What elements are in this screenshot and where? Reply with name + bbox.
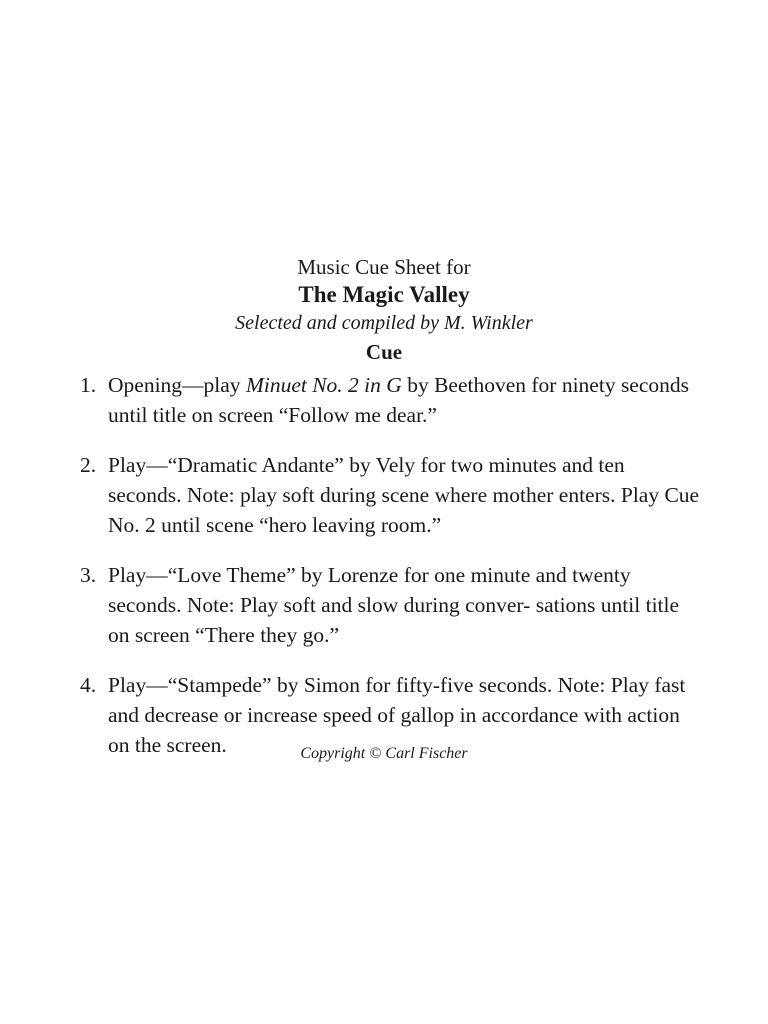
cue-text: Play—“Stampede” by Simon for fifty-five seconds. Note: Play fast and decrease or increase speed of gallop in accordance with action on the screen.: [108, 673, 686, 757]
cue-text-suffix: by Beethoven for ninety seconds until title on screen “Follow me dear.”: [108, 373, 690, 427]
cue-number: 1.: [80, 373, 97, 397]
cue-text: [108, 370, 700, 430]
cue-heading: Cue: [365, 340, 403, 364]
sheet-subtitle: Music Cue Sheet for: [297, 255, 471, 279]
cue-list: [80, 370, 700, 780]
compiler-credit: Selected and compiled by M. Winkler: [235, 312, 533, 334]
cue-item-1: [80, 370, 700, 430]
cue-number: 3.: [80, 563, 97, 587]
cue-text: Play—“Love Theme” by Lorenze for one minute and twenty seconds. Note: Play soft and slow during conver- sations until title on screen “There they go.”: [108, 563, 680, 647]
cue-item-3: [80, 560, 700, 650]
cue-piece-title: Minuet No. 2 in G: [245, 373, 402, 397]
cue-number: 4.: [80, 673, 97, 697]
copyright-notice: Copyright © Carl Fischer: [300, 745, 468, 762]
cue-number: 2.: [80, 453, 97, 477]
cue-text: Play—“Dramatic Andante” by Vely for two minutes and ten seconds. Note: play soft during scene where mother enters. Play Cue No. 2 until scene “hero leaving room.”: [108, 453, 700, 537]
sheet-title: The Magic Valley: [298, 282, 470, 307]
cue-item-2: [80, 450, 700, 540]
cue-text-prefix: Opening—play: [108, 373, 246, 397]
